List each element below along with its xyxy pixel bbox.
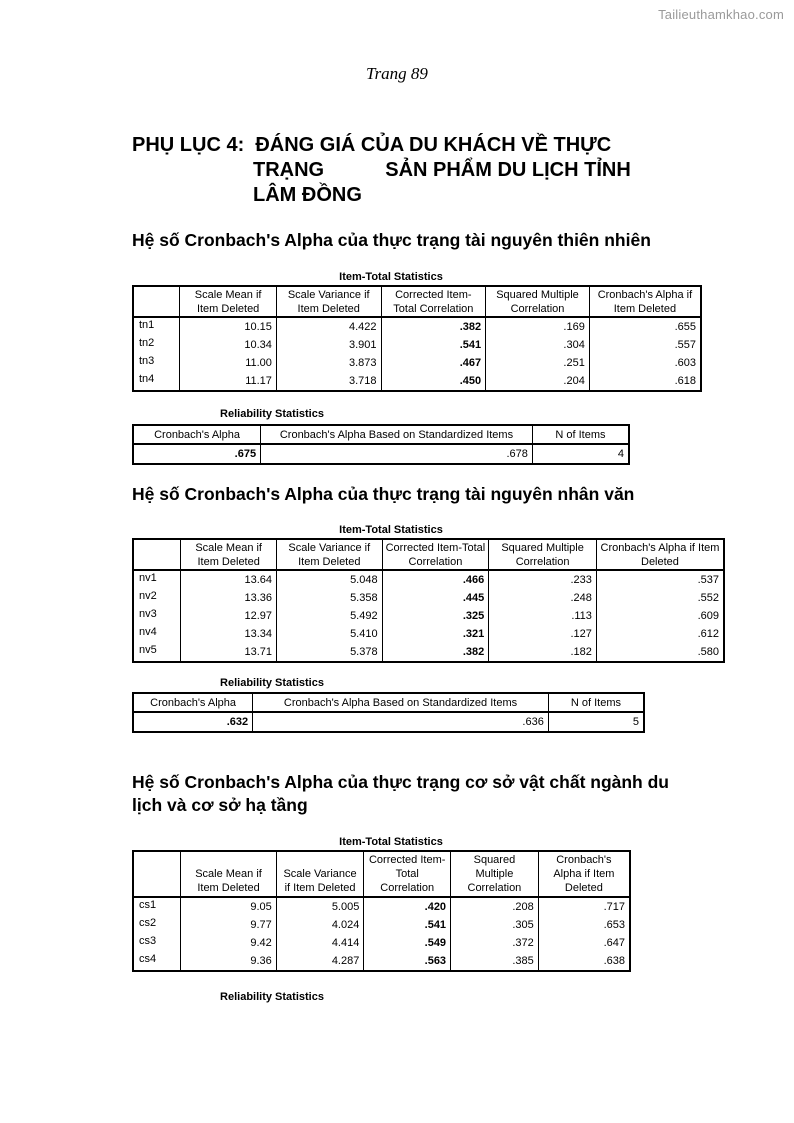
reliability-caption: Reliability Statistics xyxy=(220,677,324,689)
cell: .325 xyxy=(382,607,489,625)
cell: .233 xyxy=(489,570,597,589)
column-header: Scale Variance if Item Deleted xyxy=(276,851,364,897)
cell: .204 xyxy=(486,372,590,391)
cell: 9.42 xyxy=(181,934,276,952)
cell: 3.901 xyxy=(276,336,381,354)
cell: .618 xyxy=(589,372,701,391)
corner-cell xyxy=(133,539,181,570)
reliability-table-nv xyxy=(132,692,645,733)
corner-cell xyxy=(133,286,180,317)
cell: .541 xyxy=(364,916,451,934)
reliability-caption: Reliability Statistics xyxy=(220,408,324,420)
table-header-row xyxy=(133,693,644,712)
cell: .609 xyxy=(596,607,724,625)
cell: 11.00 xyxy=(180,354,277,372)
table-header-row xyxy=(133,286,701,317)
cell: .655 xyxy=(589,317,701,336)
reliability-table-tn xyxy=(132,424,630,465)
table-row xyxy=(133,952,630,971)
cell: .382 xyxy=(381,317,486,336)
watermark: Tailieuthamkhao.com xyxy=(658,7,784,22)
table-row xyxy=(133,336,701,354)
table-row xyxy=(133,570,724,589)
item-total-caption: Item-Total Statistics xyxy=(339,271,443,283)
cell: 5.358 xyxy=(277,589,383,607)
table-row xyxy=(133,317,701,336)
row-label: tn2 xyxy=(133,336,180,354)
section-heading-infrastructure xyxy=(132,771,669,817)
row-label: tn4 xyxy=(133,372,180,391)
cell: .445 xyxy=(382,589,489,607)
cell: 11.17 xyxy=(180,372,277,391)
cell: .182 xyxy=(489,643,597,662)
row-label: nv1 xyxy=(133,570,181,589)
column-header: Scale Variance if Item Deleted xyxy=(277,539,383,570)
column-header: Cronbach's Alpha xyxy=(133,693,253,712)
cell: .612 xyxy=(596,625,724,643)
cell: .304 xyxy=(486,336,590,354)
cell: 10.34 xyxy=(180,336,277,354)
cell: .251 xyxy=(486,354,590,372)
cell: .647 xyxy=(538,934,630,952)
cell: .717 xyxy=(538,897,630,916)
column-header: Scale Mean if Item Deleted xyxy=(181,851,276,897)
appendix-title xyxy=(132,133,732,208)
cell: .127 xyxy=(489,625,597,643)
title-line-3: LÂM ĐỒNG xyxy=(253,184,362,206)
item-total-table-cs xyxy=(132,850,631,972)
cell: 5.005 xyxy=(276,897,364,916)
cell: .305 xyxy=(451,916,539,934)
column-header: N of Items xyxy=(532,425,629,444)
table-row xyxy=(133,934,630,952)
cell: .372 xyxy=(451,934,539,952)
row-label: cs3 xyxy=(133,934,181,952)
cell: 5 xyxy=(548,712,644,732)
column-header: Corrected Item-Total Correlation xyxy=(381,286,486,317)
table-row xyxy=(133,372,701,391)
row-label: nv3 xyxy=(133,607,181,625)
cell: .208 xyxy=(451,897,539,916)
cell: .467 xyxy=(381,354,486,372)
table-row xyxy=(133,897,630,916)
row-label: nv2 xyxy=(133,589,181,607)
section-heading-natural-resources: Hệ số Cronbach's Alpha của thực trạng tài nguyên thiên nhiên xyxy=(132,230,651,250)
cell: 5.492 xyxy=(277,607,383,625)
cell: .169 xyxy=(486,317,590,336)
cell: .385 xyxy=(451,952,539,971)
table-header-row xyxy=(133,851,630,897)
cell: .678 xyxy=(261,444,533,464)
table-row xyxy=(133,444,629,464)
column-header: Cronbach's Alpha if Item Deleted xyxy=(596,539,724,570)
cell: .466 xyxy=(382,570,489,589)
cell: 4 xyxy=(532,444,629,464)
column-header: Scale Variance if Item Deleted xyxy=(276,286,381,317)
cell: 5.378 xyxy=(277,643,383,662)
cell: .113 xyxy=(489,607,597,625)
cell: .557 xyxy=(589,336,701,354)
column-header: Corrected Item-Total Correlation xyxy=(382,539,489,570)
cell: .563 xyxy=(364,952,451,971)
cell: 3.873 xyxy=(276,354,381,372)
cell: 9.36 xyxy=(181,952,276,971)
cell: .636 xyxy=(253,712,549,732)
title-line-1: PHỤ LỤC 4: ĐÁNG GIÁ CỦA DU KHÁCH VỀ THỰC xyxy=(132,134,612,156)
cell: .321 xyxy=(382,625,489,643)
page-number: Trang 89 xyxy=(366,64,428,83)
cell: 4.024 xyxy=(276,916,364,934)
cell: 10.15 xyxy=(180,317,277,336)
cell: .675 xyxy=(133,444,261,464)
table-row xyxy=(133,354,701,372)
table-row xyxy=(133,643,724,662)
cell: 13.34 xyxy=(181,625,277,643)
table-header-row xyxy=(133,539,724,570)
table-row xyxy=(133,712,644,732)
cell: .549 xyxy=(364,934,451,952)
cell: .420 xyxy=(364,897,451,916)
cell: 4.287 xyxy=(276,952,364,971)
item-total-table-tn xyxy=(132,285,702,392)
row-label: nv4 xyxy=(133,625,181,643)
cell: 9.77 xyxy=(181,916,276,934)
cell: 5.048 xyxy=(277,570,383,589)
corner-cell xyxy=(133,851,181,897)
heading-line-2: lịch và cơ sở hạ tầng xyxy=(132,795,308,815)
item-total-caption: Item-Total Statistics xyxy=(339,836,443,848)
cell: 13.71 xyxy=(181,643,277,662)
row-label: cs2 xyxy=(133,916,181,934)
column-header: Cronbach's Alpha if Item Deleted xyxy=(589,286,701,317)
table-row xyxy=(133,607,724,625)
cell: 13.36 xyxy=(181,589,277,607)
row-label: cs1 xyxy=(133,897,181,916)
cell: 4.414 xyxy=(276,934,364,952)
cell: .541 xyxy=(381,336,486,354)
row-label: tn3 xyxy=(133,354,180,372)
cell: .552 xyxy=(596,589,724,607)
row-label: nv5 xyxy=(133,643,181,662)
cell: 4.422 xyxy=(276,317,381,336)
cell: .632 xyxy=(133,712,253,732)
cell: .537 xyxy=(596,570,724,589)
column-header: Squared Multiple Correlation xyxy=(486,286,590,317)
cell: 9.05 xyxy=(181,897,276,916)
cell: .248 xyxy=(489,589,597,607)
heading-line-1: Hệ số Cronbach's Alpha của thực trạng cơ sở vật chất ngành du xyxy=(132,772,669,792)
cell: .580 xyxy=(596,643,724,662)
cell: .653 xyxy=(538,916,630,934)
table-row xyxy=(133,916,630,934)
column-header: Squared Multiple Correlation xyxy=(451,851,539,897)
row-label: cs4 xyxy=(133,952,181,971)
column-header: Scale Mean if Item Deleted xyxy=(180,286,277,317)
cell: 13.64 xyxy=(181,570,277,589)
row-label: tn1 xyxy=(133,317,180,336)
item-total-caption: Item-Total Statistics xyxy=(339,524,443,536)
cell: .603 xyxy=(589,354,701,372)
column-header: Corrected Item-Total Correlation xyxy=(364,851,451,897)
table-row xyxy=(133,589,724,607)
cell: .450 xyxy=(381,372,486,391)
column-header: Cronbach's Alpha xyxy=(133,425,261,444)
cell: .638 xyxy=(538,952,630,971)
column-header: Cronbach's Alpha if Item Deleted xyxy=(538,851,630,897)
column-header: N of Items xyxy=(548,693,644,712)
item-total-table-nv xyxy=(132,538,725,663)
section-heading-cultural-resources: Hệ số Cronbach's Alpha của thực trạng tài nguyên nhân văn xyxy=(132,484,635,504)
column-header: Scale Mean if Item Deleted xyxy=(181,539,277,570)
column-header: Cronbach's Alpha Based on Standardized Items xyxy=(253,693,549,712)
title-line-2: TRẠNG SẢN PHẨM DU LỊCH TỈNH xyxy=(253,159,631,181)
column-header: Squared Multiple Correlation xyxy=(489,539,597,570)
cell: 12.97 xyxy=(181,607,277,625)
cell: .382 xyxy=(382,643,489,662)
reliability-caption: Reliability Statistics xyxy=(220,991,324,1003)
table-row xyxy=(133,625,724,643)
cell: 5.410 xyxy=(277,625,383,643)
table-header-row xyxy=(133,425,629,444)
column-header: Cronbach's Alpha Based on Standardized Items xyxy=(261,425,533,444)
cell: 3.718 xyxy=(276,372,381,391)
